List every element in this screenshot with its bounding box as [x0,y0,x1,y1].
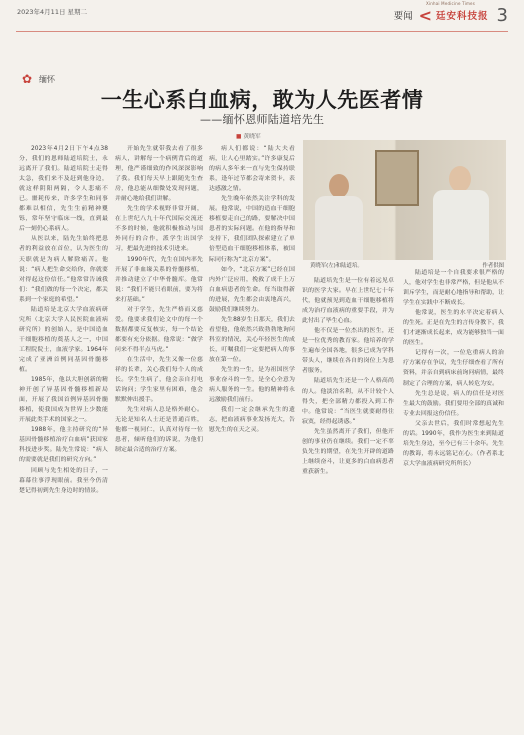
paragraph: 我们一定会继承先生的遗志，把血液病事业发扬光大，告慰先生的在天之灵。 [209,407,295,434]
paragraph: 先生对病人总是格外耐心。无论是知名人士还是普通百姓，他都一视同仁，认真对待每一位患者，倾听他们的诉说，为他们制定最合适的治疗方案。 [115,407,203,454]
paragraph: 如今，“北京方案”已经在国内外广泛应用，挽救了成千上万白血病患者的生命。每当取得新的进展，先生都会由衷地高兴，鼓励我们继续努力。 [209,266,295,313]
paragraph: 在生活中，先生又像一位慈祥的长辈，关心我们每个人的成长。学生生病了，他会亲自打电话询问；学生家里有困难，他会默默伸出援手。 [115,356,203,404]
section-name: 要闻 [393,11,413,22]
paragraph: 陆道培先生是一位有着远见卓识的医学大家。早在上世纪七十年代，他就预见到造血干细胞移植将成为治疗血液病的重要手段，并为此付出了毕生心血。 [302,278,394,325]
author-line [236,131,261,140]
photo-caption-text: 黄晓军(左)和陆道培。 [310,263,363,269]
photo-person-right [431,166,491,260]
article-column-3 [209,144,295,724]
article-subtitle: ——缅怀恩师陆道培先生 [200,113,325,126]
paragraph: 记得有一次，一位危重病人的治疗方案存在争议，先生仔细查看了所有资料，并亲自到病床前询问病情，最终制定了合理的方案，病人转危为安。 [403,350,504,387]
photo-credit: 作者供图 [482,263,504,269]
article-column-2 [115,144,203,724]
author-name: 黄晓军 [243,134,261,140]
paragraph: 1988年，他主持研究的“异基因骨髓移植治疗白血病”获国家科技进步奖。陆先生常说：“病人的需要就是我们的研究方向。” [19,427,108,464]
paragraph: 陆道培是北京大学血液病研究所（北京大学人民医院血液病研究所）的创始人，是中国造血干细胞移植的奠基人之一，中国工程院院士，血液学家。1964年完成了亚洲首例同基因骨髓移植。 [19,306,108,374]
paragraph: 2023年4月2日下午4点38分，我们的恩师陆道培院士，永远离开了我们。陆道培院士走得太急，我们来不及赶到他身边，就这样阴阳两隔，令人悲痛不已。噩耗传来，许多学生和同事都难以相信，先生生前精神矍铄，常年坚守临床一线，直到最后一刻仍心系病人。 [19,146,108,233]
bracket-icon: < [418,5,433,25]
article-column-5 [403,268,504,724]
paragraph: 开始先生就带我去看了很多病人，讲解每一个病例背后的道理，他严谨细致的作风深深影响了我。我们每天早上跟随先生查房，他总能从细微处发现问题，并耐心地给我们讲解。 [115,146,203,203]
article-photo [303,140,506,260]
header-masthead [394,0,508,30]
paper-title: 廷安科技报 [436,11,489,22]
paragraph: 陆道培是一个自我要求很严格的人，他对学生也非常严格，但是他从不训斥学生，而是耐心地指导和帮助，让学生在实践中不断成长。 [403,270,504,307]
header-rule [16,31,508,32]
paragraph: 回顾与先生相处的日子，一幕幕往事浮现眼前。我至今仍清楚记得初到先生身边时的情景。 [19,467,108,494]
photo-bookshelf [375,150,419,206]
paragraph: 对于学生，先生严格而又慈爱。他要求我们论文中的每一个数据都要反复核实，每一个结论都要有充分依据。他常说：“做学问来不得半点马虎。” [115,306,203,353]
flower-icon: ✿ [22,72,33,86]
paragraph: 1985年，他以大胆创新的精神开创了异基因骨髓移植新局面，开展了我国首例异基因骨髓移植，使我国成为世界上少数能开展此类手术的国家之一。 [19,377,108,424]
photo-person-left [315,174,363,260]
paragraph: 他常说，医生的水平决定着病人的生死。正是在先生的言传身教下，我们才逐渐成长起来，成为能够独当一面的医生。 [403,310,504,347]
author-dot-icon: ■ [236,134,242,140]
paragraph: 先生的学术视野非常开阔，在上世纪八九十年代国际交流还不多的时候，他就积极推动与国外同行的合作，派学生出国学习，把最先进的技术引进来。 [115,206,203,253]
paragraph: 父亲去世后，我们时常想起先生的话。1990年，我作为医生来到陆道培先生身边，至今已有三十余年。先生的教诲，将永远铭记在心。（作者系北京大学血液病研究所所长） [403,420,504,467]
column-label-text: 缅怀 [39,75,55,84]
paragraph: 陆道培先生还是一个人格高尚的人。他淡泊名利，从不计较个人得失，把全部精力都投入到工作中。他常说：“当医生就要耐得住寂寞，经得起诱惑。” [302,378,394,425]
paragraph: 先生总是说，病人的信任是对医生最大的鼓励。我们要用全部的真诚和专业去回报这份信任。 [403,390,504,417]
paper-subtitle: Xinhai Medicine Times [426,1,475,6]
article-column-4-lower [302,276,394,724]
paragraph: 先生虽然离开了我们，但他开创的事业仍在继续。我们一定不辜负先生的期望，在先生开辟的道路上继续奋斗，让更多的白血病患者重获新生。 [302,428,394,475]
paragraph: 先生的一生，是为祖国医学事业奋斗的一生，是全心全意为病人服务的一生。他的精神将永远激励我们前行。 [209,367,295,404]
paragraph: 先生88岁生日那天，我们去看望他，他依然兴致勃勃地询问科室的情况，关心年轻医生的成长，叮嘱我们一定要把病人的事放在第一位。 [209,316,295,363]
article-title: 一生心系白血病，敢为人先医者情 [100,87,424,112]
page-number: 3 [496,4,508,26]
paragraph: 先生晚年依然关注学科的发展。他常说，中国的造血干细胞移植要走自己的路，要解决中国患者的实际问题。在他的指导和支持下，我们团队探索建立了单倍型造血干细胞移植体系，被国际同行称为“北京方案”。 [209,196,295,263]
paragraph: 他不仅是一位杰出的医生，还是一位优秀的教育家。他培养的学生遍布全国各地，很多已成为学科带头人，继续在各自的岗位上为患者服务。 [302,328,394,375]
header-date: 2023年4月11日 星期二 [17,8,88,16]
paragraph: 从医以来，陆先生始终把患者的利益放在首位，认为医生的天职就是为病人解除痛苦。他说：“病人把生命交给你，你就要对得起这份信任。”他常常告诫我们：“我们做的每一个决定，都关系到一个家庭的希望。” [19,236,108,303]
article-column-1 [19,144,108,724]
paragraph: 病人们都说：“陆大夫看病，让人心里踏实。”许多康复后的病人多年来一直与先生保持联系，逢年过节都会寄来贺卡，表达感激之情。 [209,146,295,193]
paragraph: 1990年代，先生在国内率先开展了非血缘关系的骨髓移植，并推动建立了中华骨髓库。他常说：“我们不能只看眼前，要为将来打基础。” [115,256,203,303]
